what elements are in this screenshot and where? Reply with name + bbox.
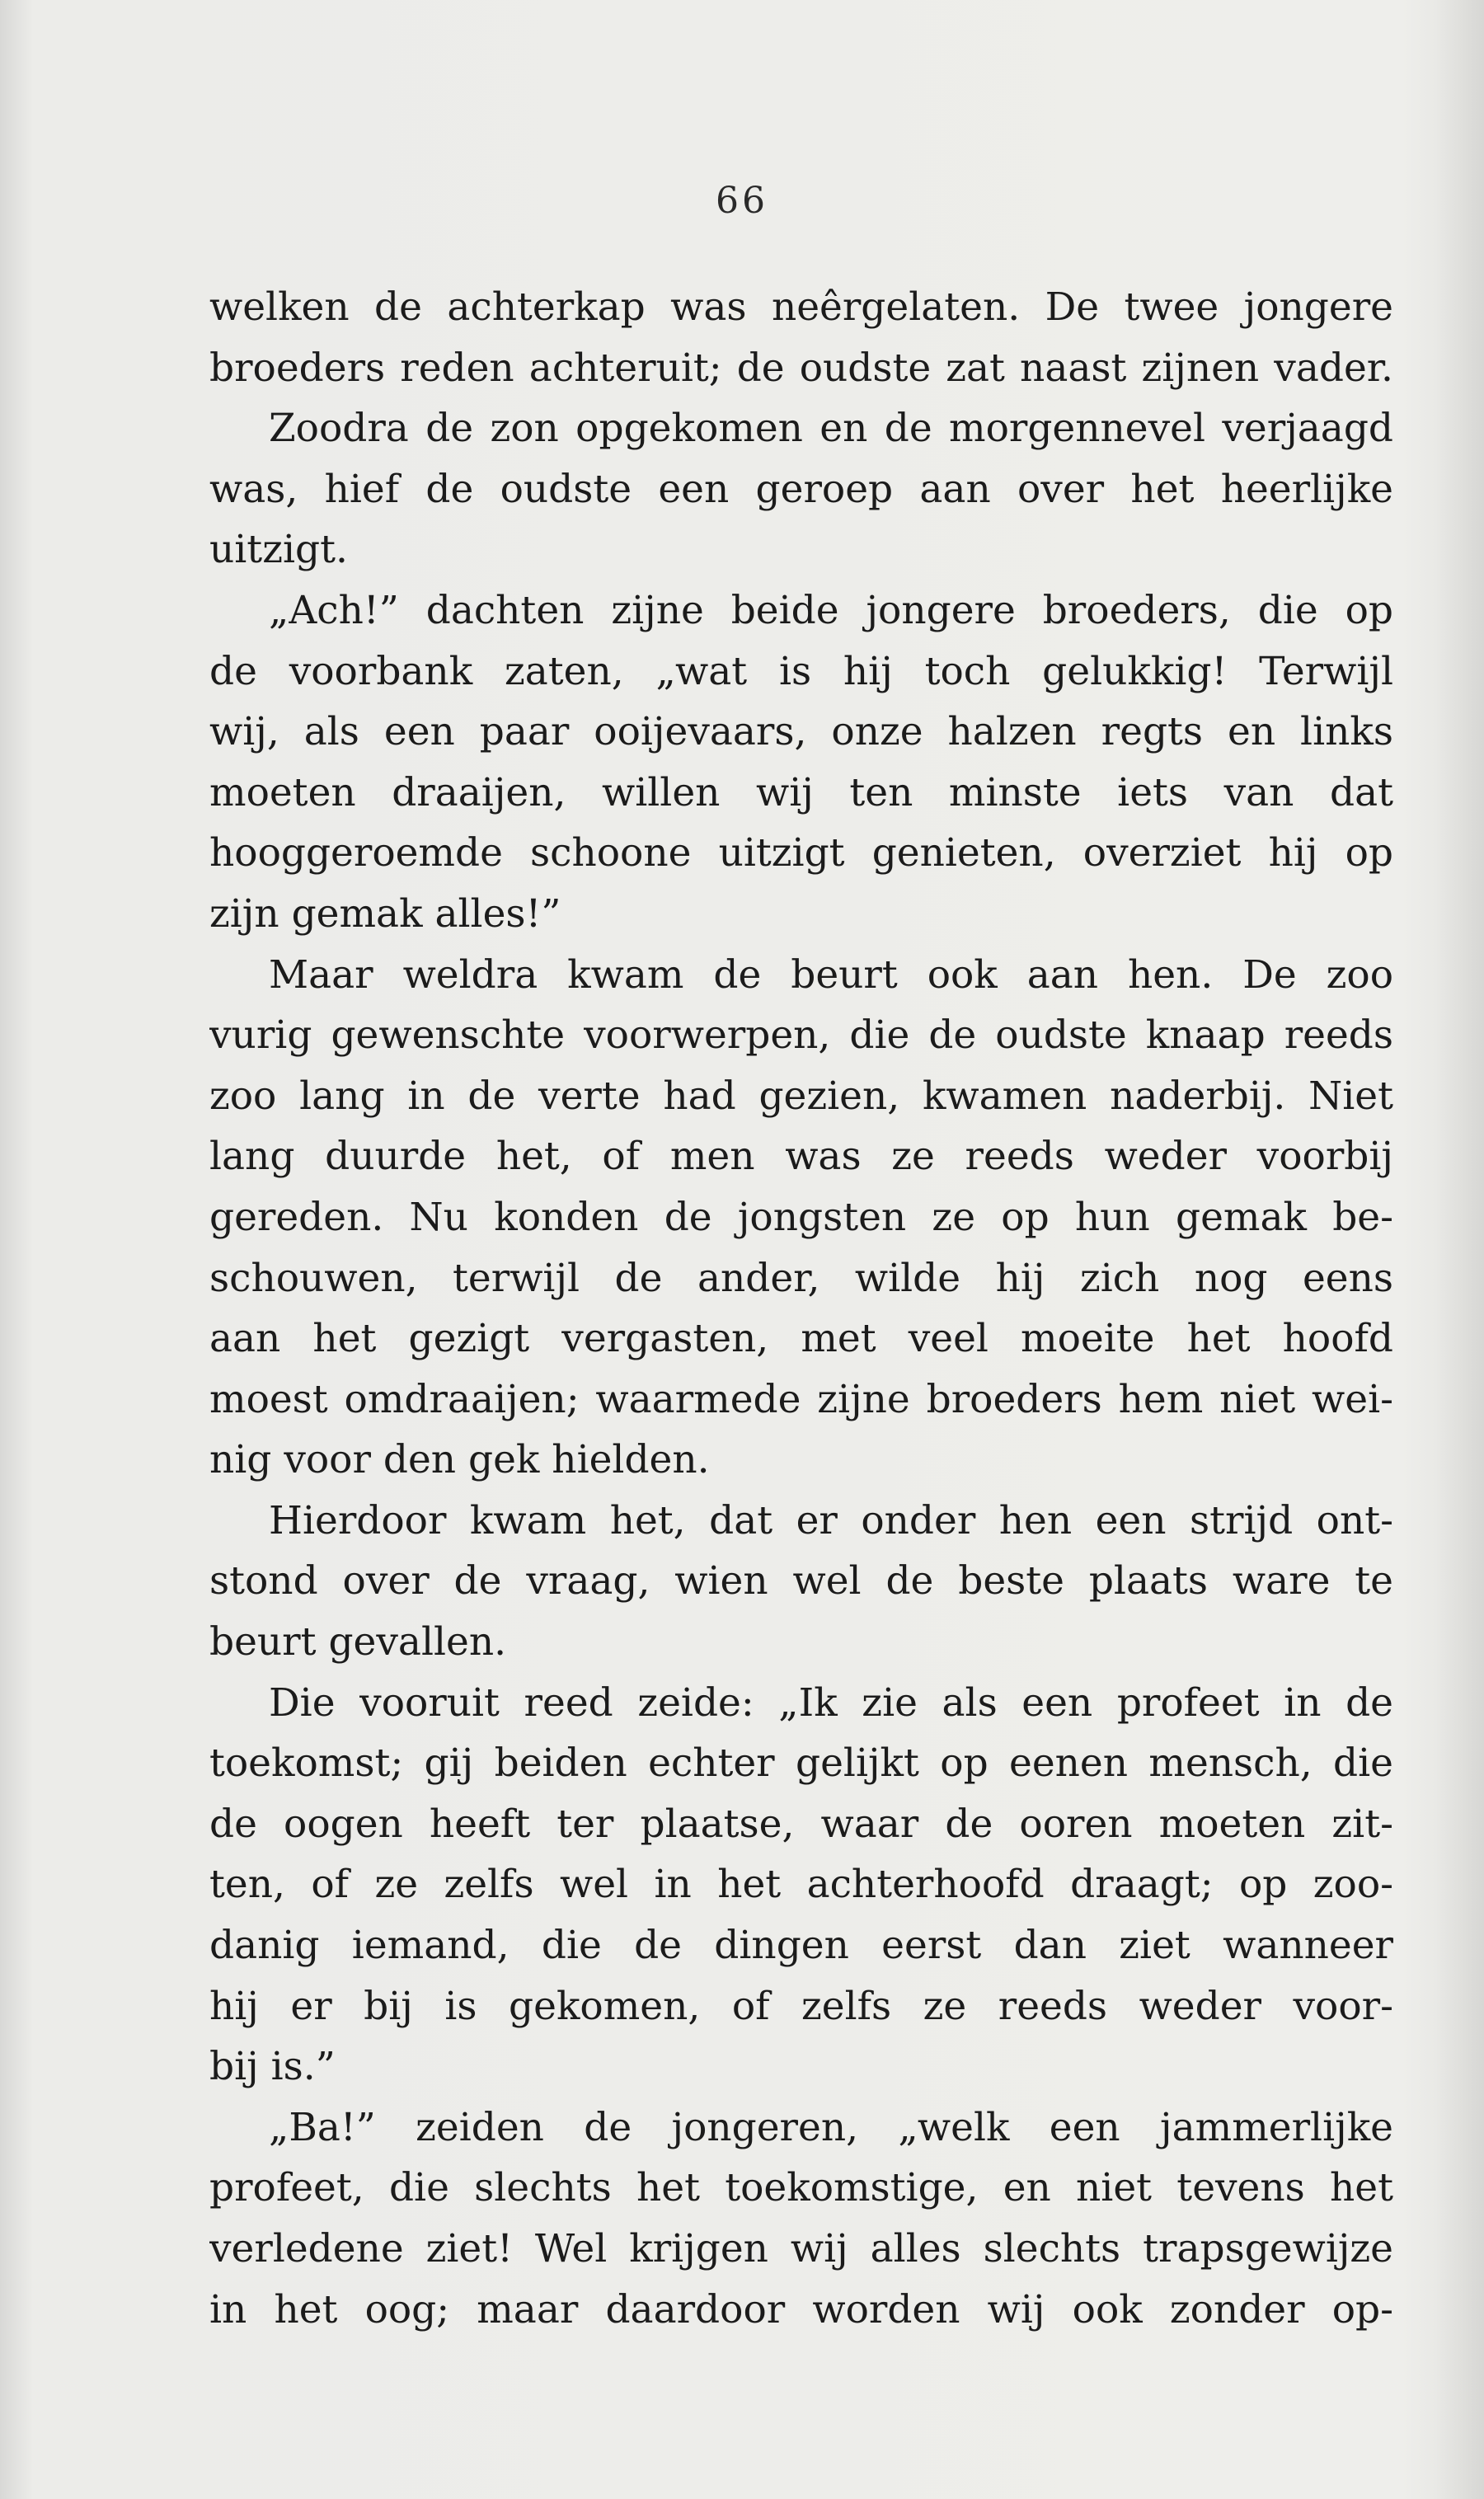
text-line: schouwen, terwijl de ander, wilde hij zich nog eens	[209, 1255, 1393, 1301]
text-line: moeten draaijen, willen wij ten minste iets van dat	[209, 769, 1393, 815]
text-line: „Ba!” zeiden de jongeren, „welk een jammerlijke	[269, 2104, 1393, 2150]
text-line: bij is.”	[209, 2044, 336, 2090]
text-line: aan het gezigt vergasten, met veel moeite het hoofd	[209, 1316, 1393, 1362]
text-line: zoo lang in de verte had gezien, kwamen naderbij. Niet	[209, 1073, 1393, 1119]
text-line: nig voor den gek hielden.	[209, 1437, 710, 1483]
text-line: hooggeroemde schoone uitzigt genieten, overziet hij op	[209, 830, 1393, 876]
page-number: 66	[716, 180, 768, 222]
text-line: lang duurde het, of men was ze reeds weder voorbij	[209, 1134, 1393, 1180]
text-line: ten, of ze zelfs wel in het achterhoofd draagt; op zoo-	[209, 1862, 1393, 1908]
text-line: de voorbank zaten, „wat is hij toch gelukkig! Terwijl	[209, 648, 1393, 694]
text-line: hij er bij is gekomen, of zelfs ze reeds weder voor-	[209, 1983, 1393, 2029]
text-line: uitzigt.	[209, 527, 348, 573]
text-line: in het oog; maar daardoor worden wij ook zonder op-	[209, 2286, 1393, 2332]
text-line: profeet, die slechts het toekomstige, en niet tevens het	[209, 2165, 1393, 2211]
text-line: Die vooruit reed zeide: „Ik zie als een profeet in de	[269, 1679, 1393, 1726]
text-line: Maar weldra kwam de beurt ook aan hen. De zoo	[269, 951, 1393, 998]
text-line: was, hief de oudste een geroep aan over het heerlijke	[209, 466, 1393, 512]
text-line: wij, als een paar ooijevaars, onze halzen regts en links	[209, 709, 1393, 755]
text-line: verledene ziet! Wel krijgen wij alles slechts trapsgewijze	[209, 2226, 1393, 2271]
text-line: Hierdoor kwam het, dat er onder hen een strijd ont-	[269, 1497, 1393, 1543]
text-line: gereden. Nu konden de jongsten ze op hun gemak be-	[209, 1194, 1393, 1240]
text-line: welken de achterkap was neêrgelaten. De twee jongere	[209, 284, 1393, 330]
text-line: vurig gewenschte voorwerpen, die de oudste knaap reeds	[209, 1012, 1393, 1059]
text-line: toekomst; gij beiden echter gelijkt op eenen mensch, die	[209, 1740, 1393, 1787]
page-edge-shadow	[1435, 0, 1484, 2499]
text-line: stond over de vraag, wien wel de beste plaats ware te	[209, 1558, 1393, 1604]
text-line: broeders reden achteruit; de oudste zat naast zijnen vader.	[209, 345, 1393, 391]
text-line: de oogen heeft ter plaatse, waar de ooren moeten zit-	[209, 1801, 1393, 1847]
text-line: Zoodra de zon opgekomen en de morgennevel verjaagd	[269, 406, 1393, 452]
text-line: „Ach!” dachten zijne beide jongere broeders, die op	[269, 587, 1393, 633]
body-text	[209, 277, 1393, 2340]
text-line: beurt gevallen.	[209, 1619, 507, 1665]
text-line: zijn gemak alles!”	[209, 890, 561, 937]
text-line: moest omdraaijen; waarmede zijne broeders hem niet wei-	[209, 1376, 1393, 1422]
text-line: danig iemand, die de dingen eerst dan ziet wanneer	[209, 1923, 1393, 1969]
